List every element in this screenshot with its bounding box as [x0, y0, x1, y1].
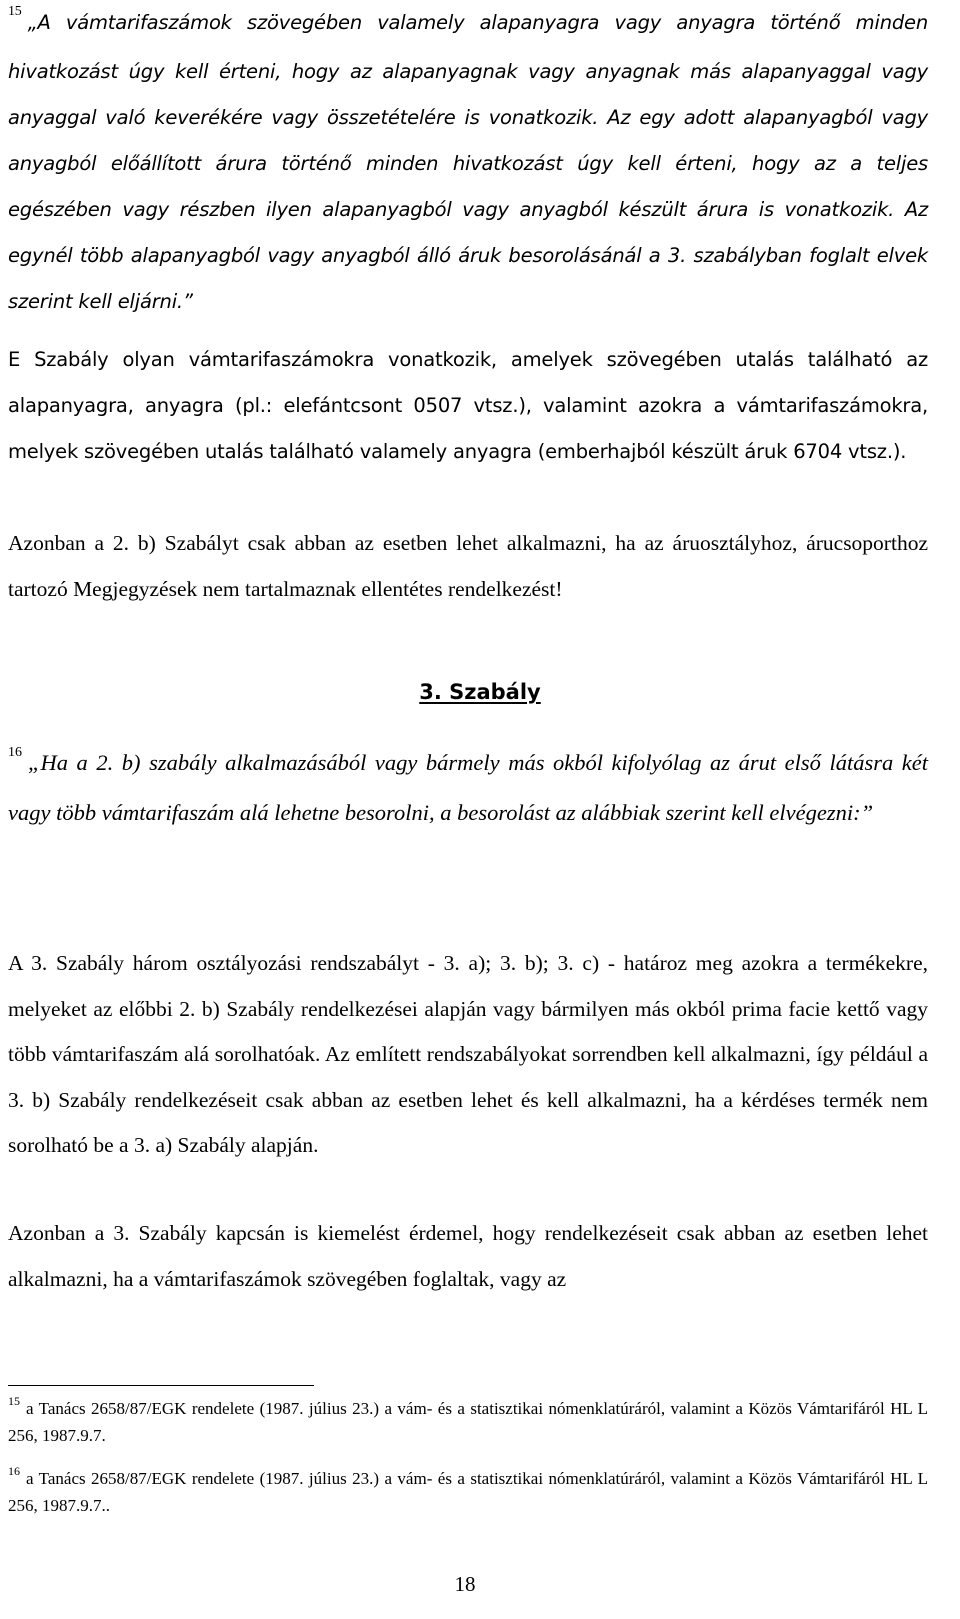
footnote-reference: 16	[8, 745, 22, 760]
explanation-paragraph	[8, 337, 928, 475]
quoted-rule-3-text: „Ha a 2. b) szabály alkalmazásából vagy bármely más okból kifolyólag az árut első látásra két vagy több vámtarifaszám alá lehetne besorolni, a besorolást az alábbiak szerint kell elvégezni:”	[8, 750, 928, 825]
page-number: 18	[454, 1572, 476, 1596]
footnote-16	[8, 1466, 928, 1519]
section-heading-text: 3. Szabály	[419, 680, 541, 704]
rule-3-note-text: Azonban a 3. Szabály kapcsán is kiemelést érdemel, hogy rendelkezéseit csak abban az esetben lehet alkalmazni, ha a vámtarifaszámok szövegében foglaltak, vagy az	[8, 1221, 928, 1291]
quoted-rule-paragraph	[8, 0, 928, 325]
exception-paragraph	[8, 521, 928, 612]
footnote-number: 16	[8, 1464, 20, 1478]
explanation-text: E Szabály olyan vámtarifaszámokra vonatkozik, amelyek szövegében utalás található az alapanyagra, anyagra (pl.: elefántcsont 0507 vtsz.), valamint azokra a vámtarifaszámokra, melyek szövegében utalás található valamely anyagra (emberhajból készült áruk 6704 vtsz.).	[8, 348, 928, 463]
rule-3-explanation-paragraph	[8, 941, 928, 1169]
footnote-text: a Tanács 2658/87/EGK rendelete (1987. július 23.) a vám- és a statisztikai nómenklatúráról, valamint a Közös Vámtarifáról HL L 256, 1987.9.7..	[8, 1469, 928, 1515]
footnote-number: 15	[8, 1394, 20, 1408]
quoted-rule-3-paragraph	[8, 740, 928, 836]
quoted-rule-text: „A vámtarifaszámok szövegében valamely alapanyagra vagy anyagra történő minden hivatkozást úgy kell érteni, hogy az alapanyagnak vagy anyagnak más alapanyaggal vagy anyaggal való keverékére vagy összetételére is vonatkozik. Az egy adott alapanyagból vagy anyagból előállított árura történő minden hivatkozást úgy kell érteni, hogy az a teljes egészében vagy részben ilyen alapanyagból vagy anyagból készült árura is vonatkozik. Az egynél több alapanyagból vagy anyagból álló áruk besorolásánál a 3. szabályban foglalt elvek szerint kell eljárni.”	[8, 11, 928, 313]
rule-3-note-paragraph	[8, 1211, 928, 1302]
footnote-15	[8, 1396, 928, 1449]
footnote-reference: 15	[8, 4, 22, 19]
footnote-text: a Tanács 2658/87/EGK rendelete (1987. július 23.) a vám- és a statisztikai nómenklatúráról, valamint a Közös Vámtarifáról HL L 256, 1987.9.7.	[8, 1399, 928, 1445]
exception-text: Azonban a 2. b) Szabályt csak abban az esetben lehet alkalmazni, ha az áruosztályhoz, árucsoporthoz tartozó Megjegyzések nem tartalmaznak ellentétes rendelkezést!	[8, 531, 928, 601]
section-heading	[0, 680, 960, 704]
footnote-separator	[8, 1385, 314, 1386]
rule-3-explanation-text: A 3. Szabály három osztályozási rendszabályt - 3. a); 3. b); 3. c) - határoz meg azokra a termékekre, melyeket az előbbi 2. b) Szabály rendelkezései alapján vagy bármilyen más okból prima facie kettő vagy több vámtarifaszám alá sorolhatóak. Az említett rendszabályokat sorrendben kell alkalmazni, így például a 3. b) Szabály rendelkezéseit csak abban az esetben lehet és kell alkalmazni, ha a kérdéses termék nem sorolható be a 3. a) Szabály alapján.	[8, 951, 928, 1157]
